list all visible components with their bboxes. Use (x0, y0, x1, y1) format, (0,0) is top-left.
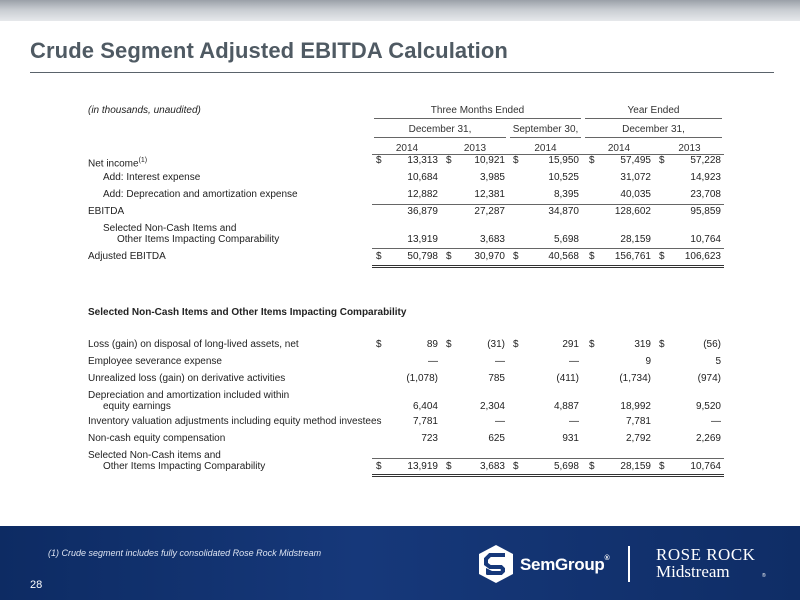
value-cell: 18,992 (620, 401, 651, 412)
row-label: Loss (gain) on disposal of long-lived assets, net (88, 339, 299, 350)
value-cell: 10,764 (690, 234, 721, 245)
value-cell: 57,228 (690, 155, 721, 166)
value-cell: 57,495 (620, 155, 651, 166)
value-cell: 5,698 (553, 234, 579, 245)
semgroup-logo (478, 544, 618, 586)
value-cell: — (495, 356, 505, 367)
value-cell: 2,304 (479, 401, 505, 412)
value-cell: (1,734) (619, 373, 651, 384)
header-dec31-year: December 31, (622, 124, 685, 135)
dollar-sign: $ (376, 155, 382, 166)
row-label: Depreciation and amortization included within (88, 390, 290, 401)
value-cell: 128,602 (614, 206, 651, 217)
value-cell: 13,919 (407, 234, 438, 245)
footnote-marker: (1) (138, 157, 148, 164)
double-rule-3 (372, 474, 724, 475)
value-cell: 2,269 (695, 433, 721, 444)
dollar-sign: $ (659, 251, 665, 262)
value-cell: 5 (715, 356, 721, 367)
row-label: Adjusted EBITDA (88, 251, 166, 262)
value-cell: 15,950 (548, 155, 579, 166)
logo-divider (628, 546, 630, 582)
double-rule-4 (372, 476, 724, 477)
value-cell: 89 (426, 339, 438, 350)
dollar-sign: $ (659, 155, 665, 166)
value-cell: — (711, 416, 721, 427)
value-cell: 4,887 (553, 401, 579, 412)
footnote: (1) Crude segment includes fully consolidated Rose Rock Midstream (48, 548, 322, 558)
rule-before-ebitda (372, 204, 724, 205)
header-rule-dec31-year (585, 137, 722, 138)
page-title: Crude Segment Adjusted EBITDA Calculation (30, 38, 508, 63)
value-cell: 9 (645, 356, 651, 367)
value-cell: 28,159 (620, 461, 651, 472)
dollar-sign: $ (376, 461, 382, 472)
value-cell: 10,921 (474, 155, 505, 166)
value-cell: 785 (488, 373, 505, 384)
value-cell: — (569, 416, 579, 427)
dollar-sign: $ (589, 461, 595, 472)
row-label: Add: Deprecation and amortization expense (103, 189, 298, 200)
value-cell: 7,781 (625, 416, 651, 427)
header-year: 2013 (463, 143, 487, 154)
page-number: 28 (30, 579, 43, 591)
double-rule-1 (372, 265, 724, 266)
row-label: Non-cash equity compensation (88, 433, 226, 444)
header-year: 2014 (607, 143, 631, 154)
header-year: 2013 (678, 143, 701, 154)
dollar-sign: $ (659, 339, 665, 350)
rose-rock-logo (656, 545, 768, 583)
value-cell: 10,525 (548, 172, 579, 183)
value-cell: 291 (562, 339, 579, 350)
dollar-sign: $ (513, 251, 519, 262)
value-cell: 13,313 (407, 155, 438, 166)
row-label-cont: equity earnings (103, 401, 171, 412)
row-label: Inventory valuation adjustments including equity method investees (88, 416, 382, 427)
value-cell: 2,792 (625, 433, 651, 444)
value-cell: 13,919 (407, 461, 438, 472)
value-cell: 625 (488, 433, 505, 444)
value-cell: 931 (562, 433, 579, 444)
row-label: EBITDA (88, 206, 125, 217)
dollar-sign: $ (376, 339, 382, 350)
value-cell: 7,781 (412, 416, 438, 427)
dollar-sign: $ (376, 251, 382, 262)
dollar-sign: $ (446, 155, 452, 166)
row-label-cont: Other Items Impacting Comparability (103, 461, 266, 472)
dollar-sign: $ (513, 339, 519, 350)
rule-before-adjusted (372, 248, 724, 249)
row-label: Add: Interest expense (103, 172, 201, 183)
value-cell: 10,764 (690, 461, 721, 472)
dollar-sign: $ (589, 339, 595, 350)
value-cell: 14,923 (690, 172, 721, 183)
value-cell: — (569, 356, 579, 367)
dollar-sign: $ (589, 155, 595, 166)
midstream-wordmark: Midstream (656, 562, 730, 581)
dollar-sign: $ (446, 461, 452, 472)
header-three-months: Three Months Ended (430, 105, 525, 116)
header-sep30: September 30, (512, 124, 579, 135)
dollar-sign: $ (659, 461, 665, 472)
semgroup-wordmark: SemGroup® (520, 555, 610, 574)
value-cell: 3,683 (479, 461, 505, 472)
rule-before-selected (372, 458, 724, 459)
header-rule-dec31 (374, 137, 506, 138)
value-cell: 10,684 (407, 172, 438, 183)
value-cell: (974) (697, 373, 721, 384)
section-title: Selected Non-Cash Items and Other Items Impacting Comparability (88, 307, 407, 318)
value-cell: 28,159 (620, 234, 651, 245)
dollar-sign: $ (446, 339, 452, 350)
value-cell: 40,035 (620, 189, 651, 200)
value-cell: 40,568 (548, 251, 579, 262)
value-cell: 9,520 (695, 401, 721, 412)
rose-rock-trademark: ® (762, 573, 766, 579)
value-cell: — (495, 416, 505, 427)
value-cell: 319 (634, 339, 651, 350)
value-cell: 31,072 (620, 172, 651, 183)
header-year-ended: Year Ended (627, 105, 680, 116)
row-label: Employee severance expense (88, 356, 222, 367)
row-label-cont: Other Items Impacting Comparability (117, 234, 280, 245)
value-cell: — (428, 356, 438, 367)
semgroup-emblem-icon (478, 544, 514, 584)
value-cell: 8,395 (553, 189, 579, 200)
unaudited-note: (in thousands, unaudited) (88, 105, 201, 116)
value-cell: 156,761 (614, 251, 651, 262)
rose-rock-wordmark: ROSE ROCK (656, 545, 756, 564)
value-cell: 3,683 (479, 234, 505, 245)
value-cell: 106,623 (684, 251, 721, 262)
value-cell: 36,879 (407, 206, 438, 217)
row-label: Selected Non-Cash Items and (103, 223, 237, 234)
value-cell: 6,404 (412, 401, 438, 412)
value-cell: (1,078) (406, 373, 438, 384)
value-cell: 34,870 (548, 206, 579, 217)
value-cell: 23,708 (690, 189, 721, 200)
value-cell: (31) (487, 339, 505, 350)
header-year: 2014 (534, 143, 557, 154)
row-label: Selected Non-Cash items and (88, 450, 221, 461)
row-label: Net income$^{(1)}$ (88, 157, 148, 170)
value-cell: 723 (421, 433, 438, 444)
value-cell: (411) (556, 373, 579, 384)
value-cell: 3,985 (479, 172, 505, 183)
header-year: 2014 (395, 143, 419, 154)
value-cell: 12,381 (474, 189, 505, 200)
header-rule-year (585, 118, 722, 119)
header-dec31: December 31, (408, 124, 472, 135)
value-cell: 30,970 (474, 251, 505, 262)
row-label: Unrealized loss (gain) on derivative activities (88, 373, 286, 384)
dollar-sign: $ (446, 251, 452, 262)
dollar-sign: $ (589, 251, 595, 262)
header-rule-sep30 (510, 137, 581, 138)
value-cell: 95,859 (690, 206, 721, 217)
value-cell: 12,882 (407, 189, 438, 200)
value-cell: 5,698 (553, 461, 579, 472)
value-cell: (56) (703, 339, 721, 350)
dollar-sign: $ (513, 155, 519, 166)
dollar-sign: $ (513, 461, 519, 472)
value-cell: 50,798 (407, 251, 438, 262)
double-rule-2 (372, 267, 724, 268)
value-cell: 27,287 (474, 206, 505, 217)
header-rule-three-months (374, 118, 581, 119)
